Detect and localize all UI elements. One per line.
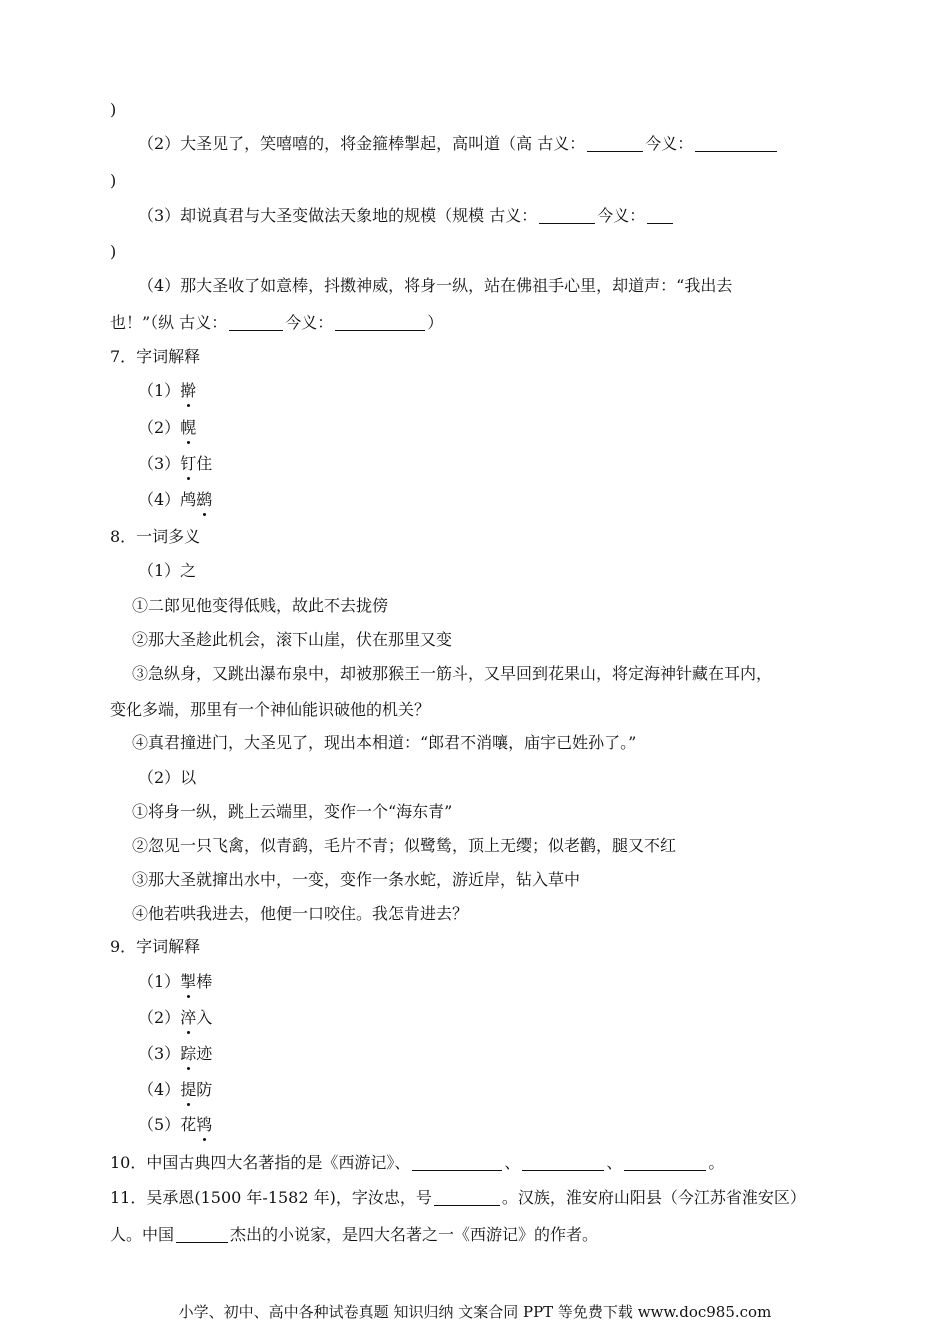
q10-end: 。 bbox=[708, 1153, 725, 1172]
answer-blank[interactable] bbox=[176, 1226, 228, 1243]
question-6-4-line1: （4）那大圣收了如意棒，抖擞神威，将身一纵，站在佛祖手心里，却道声：“我出去 bbox=[138, 276, 733, 295]
item-rest: 棒 bbox=[196, 972, 213, 991]
q10-text: 10．中国古典四大名著指的是《西游记》、 bbox=[110, 1153, 411, 1172]
answer-blank[interactable] bbox=[539, 207, 595, 224]
q9-item bbox=[138, 1079, 840, 1101]
q6-4-modern-label: 今义： bbox=[285, 313, 334, 332]
q8-sentence: ④他若哄我进去，他便一口咬住。我怎肯进去？ bbox=[132, 904, 469, 923]
dotted-char: 踪 bbox=[180, 1044, 197, 1063]
q6-2-modern-label: 今义： bbox=[645, 134, 694, 153]
dotted-char: 鸨 bbox=[196, 1115, 213, 1134]
separator: 、 bbox=[606, 1153, 623, 1172]
question-9-title: 9．字词解释 bbox=[110, 937, 201, 956]
q8-sentence: ③急纵身，又跳出瀑布泉中，却被那猴王一筋斗，又早回到花果山，将定海神针藏在耳内， bbox=[132, 664, 773, 683]
q11-text: 人。中国 bbox=[110, 1225, 175, 1244]
q11-text: 。汉族，淮安府山阳县（今江苏省淮安区） bbox=[501, 1188, 806, 1207]
q8-sub2: （2）以 bbox=[138, 768, 197, 787]
q6-3-text: （3）却说真君与大圣变做法天象地的规模（规模 古义： bbox=[138, 206, 538, 225]
answer-blank[interactable] bbox=[587, 135, 643, 152]
dotted-char: 擀 bbox=[180, 381, 197, 400]
q7-item bbox=[138, 489, 840, 511]
q9-item bbox=[138, 1043, 840, 1065]
closing-paren: ) bbox=[110, 242, 117, 261]
answer-blank[interactable] bbox=[624, 1154, 706, 1171]
q8-sentence: ③那大圣就撺出水中，一变，变作一条水蛇，游近岸，钻入草中 bbox=[132, 870, 581, 889]
answer-blank[interactable] bbox=[335, 314, 425, 331]
item-number: （3） bbox=[138, 454, 181, 473]
answer-blank[interactable] bbox=[229, 314, 283, 331]
q11-text: 11．吴承恩(1500 年-1582 年)，字汝忠，号 bbox=[110, 1188, 432, 1207]
item-pre: 鸬 bbox=[180, 490, 197, 509]
item-pre: 花 bbox=[180, 1115, 197, 1134]
q8-sentence: 变化多端，那里有一个神仙能识破他的机关？ bbox=[110, 700, 431, 719]
dotted-char: 提 bbox=[180, 1080, 197, 1099]
question-6-2 bbox=[138, 133, 840, 155]
answer-blank[interactable] bbox=[647, 207, 673, 224]
q6-3-modern-label: 今义： bbox=[597, 206, 646, 225]
question-7-title: 7．字词解释 bbox=[110, 347, 201, 366]
question-8-title: 8．一词多义 bbox=[110, 527, 201, 546]
dotted-char: 幌 bbox=[180, 418, 197, 437]
item-rest: 防 bbox=[196, 1080, 213, 1099]
item-number: （5） bbox=[138, 1115, 181, 1134]
q6-4-close: ） bbox=[427, 313, 444, 332]
item-number: （4） bbox=[138, 1080, 181, 1099]
q8-sentence: ②忽见一只飞禽，似青鹞，毛片不青；似鹭鸶，顶上无缨；似老鹳，腿又不红 bbox=[132, 836, 677, 855]
item-number: （1） bbox=[138, 972, 181, 991]
dotted-char: 钉 bbox=[180, 454, 197, 473]
question-11-line2 bbox=[110, 1224, 840, 1246]
q6-4-text: 也！”（纵 古义： bbox=[110, 313, 228, 332]
answer-blank[interactable] bbox=[434, 1189, 500, 1206]
q8-sentence: ①将身一纵，跳上云端里，变作一个“海东青” bbox=[132, 802, 453, 821]
q7-item bbox=[138, 453, 840, 475]
page-footer: 小学、初中、高中各种试卷真题 知识归纳 文案合同 PPT 等免费下载 www.doc985.com bbox=[178, 1303, 772, 1321]
dotted-char: 淬 bbox=[180, 1008, 197, 1027]
q6-2-text: （2）大圣见了，笑嘻嘻的，将金箍棒掣起，高叫道（高 古义： bbox=[138, 134, 586, 153]
separator: 、 bbox=[504, 1153, 521, 1172]
item-number: （1） bbox=[138, 381, 181, 400]
q9-item bbox=[138, 1007, 840, 1029]
q7-item bbox=[138, 417, 840, 439]
answer-blank[interactable] bbox=[522, 1154, 604, 1171]
dotted-char: 掣 bbox=[180, 972, 197, 991]
question-6-4-line2 bbox=[110, 312, 840, 334]
item-number: （2） bbox=[138, 418, 181, 437]
closing-paren: ) bbox=[110, 171, 117, 190]
item-rest: 住 bbox=[196, 454, 213, 473]
item-rest: 迹 bbox=[196, 1044, 213, 1063]
answer-blank[interactable] bbox=[412, 1154, 502, 1171]
q8-sentence: ①二郎见他变得低贱，故此不去拢傍 bbox=[132, 596, 389, 615]
q8-sentence: ④真君撞进门，大圣见了，现出本相道：“郎君不消嚷，庙宇已姓孙了。” bbox=[132, 733, 637, 752]
question-10 bbox=[110, 1152, 840, 1174]
item-number: （2） bbox=[138, 1008, 181, 1027]
q8-sentence: ②那大圣趁此机会，滚下山崖，伏在那里又变 bbox=[132, 630, 453, 649]
dotted-char: 鹚 bbox=[196, 490, 213, 509]
q11-text: 杰出的小说家，是四大名著之一《西游记》的作者。 bbox=[230, 1225, 599, 1244]
closing-paren: ) bbox=[110, 100, 117, 119]
q9-item bbox=[138, 971, 840, 993]
q7-item bbox=[138, 380, 840, 402]
item-rest: 入 bbox=[196, 1008, 213, 1027]
q8-sub1: （1）之 bbox=[138, 561, 197, 580]
question-11-line1 bbox=[110, 1187, 840, 1209]
answer-blank[interactable] bbox=[695, 135, 777, 152]
question-6-3 bbox=[138, 205, 840, 227]
item-number: （4） bbox=[138, 490, 181, 509]
q9-item bbox=[138, 1114, 840, 1136]
item-number: （3） bbox=[138, 1044, 181, 1063]
